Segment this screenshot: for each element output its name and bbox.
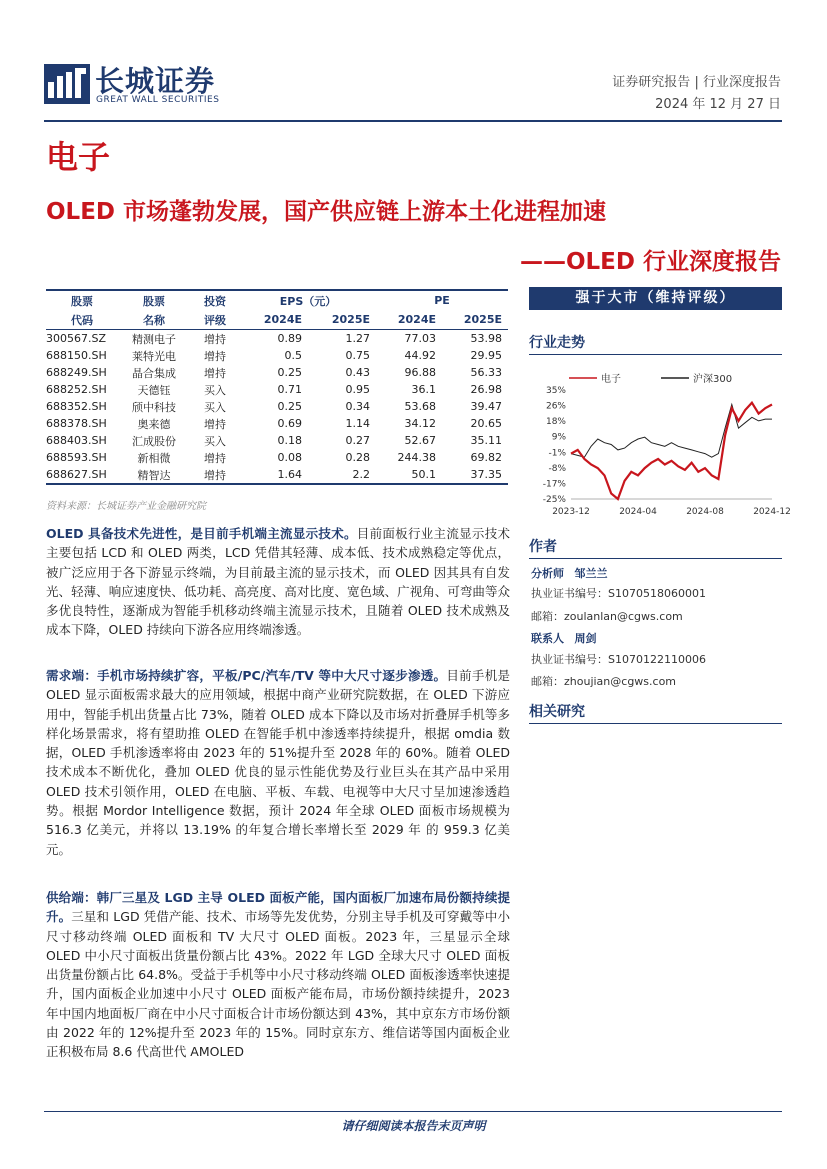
report-kind: 行业深度报告 <box>702 75 781 90</box>
paragraph-2-lead: 需求端：手机市场持续扩容，平板/PC/汽车/TV 等中大尺寸逐步渗透。 <box>46 668 447 683</box>
cell-eps-2024: 0.5 <box>284 349 302 362</box>
legend-label: 电子 <box>601 374 621 385</box>
th-code-2: 代码 <box>46 310 118 330</box>
y-tick-label: 26% <box>545 401 566 412</box>
report-title: OLED 市场蓬勃发展，国产供应链上游本土化进程加速 <box>46 199 607 225</box>
th-code-1: 股票 <box>46 290 118 310</box>
paragraph-1-lead: OLED 具备技术先进性，是目前手机端主流显示技术。 <box>46 526 357 541</box>
table-row <box>46 466 508 484</box>
cell-code: 300567.SZ <box>46 332 107 345</box>
y-tick-label: 9% <box>551 432 566 443</box>
table-row <box>46 415 508 432</box>
y-tick-label: -8% <box>548 463 566 474</box>
th-eps: EPS（元） <box>240 290 376 310</box>
cell-eps-2024: 0.18 <box>277 434 302 447</box>
cell-pe-2025: 26.98 <box>470 383 502 396</box>
cell-name: 天德钰 <box>137 383 171 397</box>
cell-code: 688593.SH <box>46 451 107 464</box>
cell-code: 688249.SH <box>46 366 107 379</box>
sector-title: 电子 <box>46 138 111 176</box>
table-row <box>46 330 508 348</box>
cell-name: 奥来德 <box>137 417 171 431</box>
y-tick-label: 18% <box>545 417 566 428</box>
cell-pe-2024: 36.1 <box>411 383 436 396</box>
cell-pe-2024: 244.38 <box>397 451 436 464</box>
cell-code: 688352.SH <box>46 400 107 413</box>
x-tick-label: 2024-12 <box>753 507 791 517</box>
contact-email[interactable]: 邮箱：zhoujian@cgws.com <box>531 675 677 688</box>
th-eps-2025: 2025E <box>308 310 376 330</box>
cell-name: 精智达 <box>118 466 190 484</box>
series-line-electronics <box>571 403 772 499</box>
cell-name: 精测电子 <box>132 332 176 346</box>
cell-rating: 增持 <box>204 451 226 465</box>
paragraph-1-text: 目前面板行业主流显示技术主要包括 LCD 和 OLED 两类，LCD 凭借其轻薄、成本低、技术成熟稳定等优点，被广泛应用于各下游显示终端，为目前最主流的显示技术，而 OLED 因其具有自发光、轻薄、响应速度快、低功耗、高亮度、高对比度、宽色域、广视角、可弯曲等众多优良特性，逐渐成为智能手机移动终端主流显示技术，且随着 OLED 技术成熟及成本下降，OLED 持续向下游各应用终端渗透。 <box>46 526 510 638</box>
table-source: 资料来源：长城证券产业金融研究院 <box>46 501 206 512</box>
cell-eps-2025: 2.2 <box>308 466 376 484</box>
cell-rating: 买入 <box>204 434 226 448</box>
report-date: 2024 年 12 月 27 日 <box>655 97 781 112</box>
y-tick-label: -1% <box>548 448 566 459</box>
cell-eps-2025: 0.95 <box>345 383 370 396</box>
trend-heading: 行业走势 <box>529 332 782 355</box>
cell-code: 688403.SH <box>46 434 107 447</box>
cell-pe-2024: 53.68 <box>404 400 436 413</box>
footer-disclaimer: 请仔细阅读本报告末页声明 <box>341 1119 486 1133</box>
y-tick-label: -25% <box>542 495 566 505</box>
cell-rating: 增持 <box>190 466 240 484</box>
analyst-name: 邹兰兰 <box>574 567 608 580</box>
th-name-2: 名称 <box>118 310 190 330</box>
cell-eps-2024: 0.25 <box>277 366 302 379</box>
report-type: 证券研究报告 <box>612 75 691 90</box>
cell-code: 688627.SH <box>46 466 118 484</box>
cell-pe-2024: 50.1 <box>376 466 442 484</box>
analyst-line <box>531 566 608 582</box>
cell-eps-2024: 0.71 <box>277 383 302 396</box>
cell-pe-2024: 96.88 <box>404 366 436 379</box>
cell-rating: 增持 <box>204 417 226 431</box>
cell-pe-2025: 29.95 <box>470 349 502 362</box>
y-tick-label: 35% <box>545 386 566 396</box>
cell-eps-2024: 0.89 <box>277 332 302 345</box>
cell-pe-2025: 37.35 <box>442 466 508 484</box>
brand-name-en: GREAT WALL SECURITIES <box>96 95 220 105</box>
header-divider <box>44 120 782 122</box>
cell-pe-2025: 20.65 <box>470 417 502 430</box>
cell-pe-2025: 35.11 <box>470 434 502 447</box>
trend-chart <box>529 368 791 518</box>
paragraph-3-text: 三星和 LGD 凭借产能、技术、市场等先发优势，分别主导手机及可穿戴等中小尺寸移动终端 OLED 面板和 TV 大尺寸 OLED 面板。2023 年，三星显示全球 OLED 中小尺寸面板出货量份额占比 43%。2022 年 LGD 全球大尺寸 OLED 面板出货量份额占比 64.8%。受益于手机等中小尺寸移动终端 OLED 面板渗透率快速提升，国内面板企业加速中小尺寸 OLED 面板产能布局，市场份额持续提升，2023 年中国内地面板厂商在中小尺寸面板合计市场份额达到 43%，其中京东方市场份额由 2022 年的 12%提升至 2023 年的 15%。同时京东方、维信诺等国内面板企业正积极布局 8.6 代高世代 AMOLED <box>46 909 510 1060</box>
cell-eps-2024: 0.08 <box>277 451 302 464</box>
header-meta <box>612 72 781 116</box>
x-tick-label: 2024-04 <box>619 507 657 517</box>
paragraph-2 <box>46 666 510 859</box>
report-subtitle: ——OLED 行业深度报告 <box>519 249 781 275</box>
header-separator: | <box>694 75 699 90</box>
cell-eps-2025: 0.75 <box>345 349 370 362</box>
table-row <box>46 432 508 449</box>
paragraph-1 <box>46 524 510 640</box>
analyst-label: 分析师 <box>531 567 564 580</box>
cell-eps-2025: 1.27 <box>345 332 370 345</box>
cell-eps-2025: 0.43 <box>345 366 370 379</box>
cell-name: 汇成股份 <box>132 434 176 448</box>
cell-eps-2024: 1.64 <box>240 466 308 484</box>
cell-pe-2024: 44.92 <box>404 349 436 362</box>
series-line-csi300 <box>571 405 772 458</box>
stock-table <box>46 289 508 485</box>
cell-pe-2024: 52.67 <box>404 434 436 447</box>
th-eps-2024: 2024E <box>240 310 308 330</box>
th-pe: PE <box>376 290 508 310</box>
cell-name: 新相微 <box>137 451 171 465</box>
cell-code: 688252.SH <box>46 383 107 396</box>
cell-code: 688378.SH <box>46 417 107 430</box>
footer-divider <box>44 1111 782 1112</box>
cell-rating: 买入 <box>204 383 226 397</box>
th-pe-2025: 2025E <box>442 310 508 330</box>
cell-rating: 增持 <box>204 366 226 380</box>
th-rating-1: 投资 <box>190 290 240 310</box>
cell-rating: 增持 <box>204 349 226 363</box>
cell-eps-2024: 0.25 <box>277 400 302 413</box>
table-row <box>46 449 508 466</box>
x-tick-label: 2024-08 <box>686 507 724 517</box>
table-row <box>46 398 508 415</box>
analyst-email[interactable]: 邮箱：zoulanlan@cgws.com <box>531 610 683 623</box>
y-tick-label: -17% <box>542 479 566 490</box>
brand-name-cn: 长城证券 <box>95 64 216 98</box>
contact-name: 周剑 <box>574 632 597 645</box>
paragraph-2-text: 目前手机是 OLED 显示面板需求最大的应用领域，根据中商产业研究院数据，在 OLED 下游应用中，智能手机出货量占比 73%，随着 OLED 成本下降以及市场对折叠屏手机等多样化场景需求，将有望助推 OLED 在智能手机中渗透率持续提升，根据 omdia 数据，OLED 手机渗透率将由 2023 年的 51%提升至 2028 年的 60%。随着 OLED 技术成本不断优化，叠加 OLED 优良的显示性能优势及行业巨头在其产品中采用 OLED 技术引领作用，OLED 在电脑、平板、车载、电视等中大尺寸呈加速渗透趋势。根据 Mordor Intelligence 数据，预计 2024 年全球 OLED 面板市场规模为 516.3 亿美元，并将以 13.19% 的年复合增长率增长至 2029 年 的 959.3 亿美元。 <box>46 668 510 857</box>
cell-pe-2024: 34.12 <box>404 417 436 430</box>
cell-code: 688150.SH <box>46 349 107 362</box>
table-row <box>46 364 508 381</box>
cell-name: 晶合集成 <box>132 366 176 380</box>
cell-pe-2025: 69.82 <box>470 451 502 464</box>
th-rating-2: 评级 <box>190 310 240 330</box>
table-row <box>46 347 508 364</box>
x-tick-label: 2023-12 <box>552 507 590 517</box>
legend-label: 沪深300 <box>693 374 733 385</box>
cell-pe-2024: 77.03 <box>404 332 436 345</box>
paragraph-3 <box>46 888 510 1062</box>
cell-pe-2025: 56.33 <box>470 366 502 379</box>
great-wall-logo-icon <box>44 64 90 104</box>
contact-label: 联系人 <box>531 632 564 645</box>
related-heading: 相关研究 <box>529 701 782 724</box>
cell-eps-2024: 0.69 <box>277 417 302 430</box>
cell-eps-2025: 0.27 <box>345 434 370 447</box>
cell-pe-2025: 53.98 <box>470 332 502 345</box>
cell-eps-2025: 0.34 <box>345 400 370 413</box>
cell-eps-2025: 1.14 <box>345 417 370 430</box>
cell-rating: 增持 <box>204 332 226 346</box>
cell-name: 颀中科技 <box>132 400 176 414</box>
analyst-cert: 执业证书编号：S1070518060001 <box>531 587 706 600</box>
contact-line <box>531 631 597 647</box>
rating-badge: 强于大市（维持评级） <box>529 287 782 310</box>
cell-eps-2025: 0.28 <box>345 451 370 464</box>
cell-name: 莱特光电 <box>132 349 176 363</box>
paragraph-3-lead: 供给端：韩厂三星及 LGD 主导 OLED 面板产能，国内面板厂加速布局份额持续提升。 <box>46 890 510 925</box>
authors-heading: 作者 <box>529 536 782 559</box>
contact-cert: 执业证书编号：S1070122110006 <box>531 653 706 666</box>
cell-pe-2025: 39.47 <box>470 400 502 413</box>
th-name-1: 股票 <box>118 290 190 310</box>
cell-rating: 买入 <box>204 400 226 414</box>
th-pe-2024: 2024E <box>376 310 442 330</box>
table-row <box>46 381 508 398</box>
